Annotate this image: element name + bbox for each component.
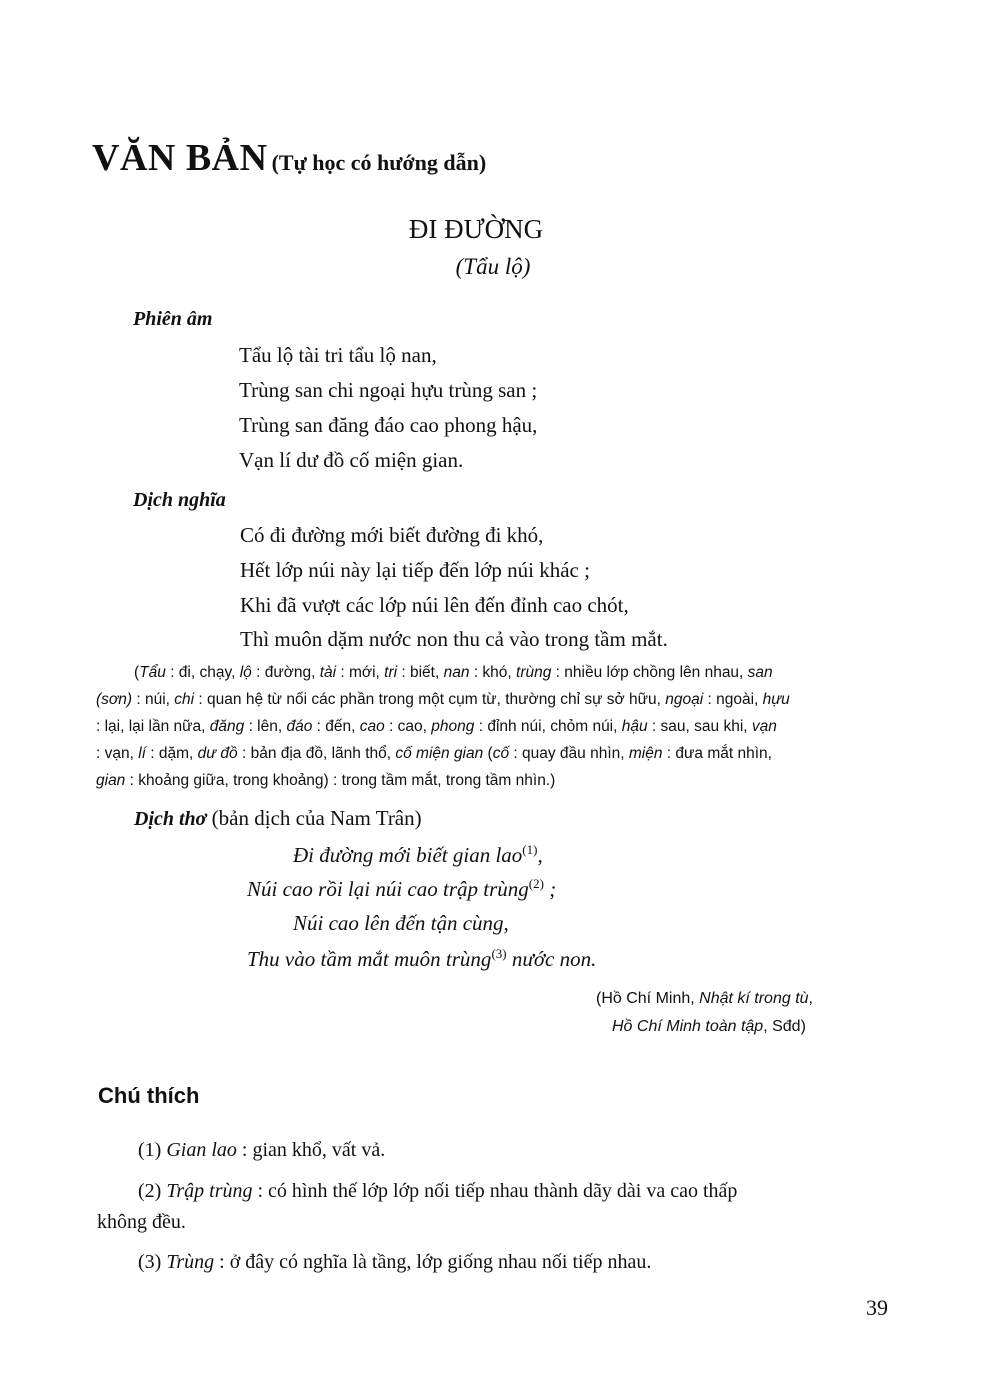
footnote-2: (2) Trập trùng : có hình thế lớp lớp nối tiếp nhau thành dãy dài va cao thấp (138, 1180, 738, 1202)
dich-nghia-line: Có đi đường mới biết đường đi khó, (240, 523, 544, 547)
poem-title: ĐI ĐƯỜNG (408, 214, 544, 244)
dich-nghia-label: Dịch nghĩa (133, 489, 226, 511)
footnote-2-continued: không đều. (97, 1211, 186, 1233)
footnote-3: (3) Trùng : ở đây có nghĩa là tầng, lớp giống nhau nối tiếp nhau. (138, 1251, 652, 1273)
phien-am-line: Trùng san đăng đáo cao phong hậu, (239, 413, 538, 437)
dich-tho-line: Thu vào tầm mắt muôn trùng$^{(3)}$ nước non. (247, 946, 597, 971)
gloss-line: : lại, lại lần nữa, đăng : lên, đáo : đến, cao : cao, phong : đỉnh núi, chỏm núi, hậu : sau, sau khi, vạn (96, 718, 777, 735)
gloss-line: (Tẩu : đi, chạy, lộ : đường, tài : mới, tri : biết, nan : khó, trùng : nhiều lớp chồng lên nhau, san (134, 664, 773, 681)
footnote-1: (1) Gian lao : gian khổ, vất vả. (138, 1139, 386, 1161)
phien-am-label: Phiên âm (133, 308, 213, 330)
phien-am-line: Vạn lí dư đồ cố miện gian. (239, 448, 464, 472)
dich-tho-line: Núi cao rồi lại núi cao trập trùng$^{(2)}$ ; (247, 876, 557, 901)
section-heading-sub: (Tự học có hướng dẫn) (271, 150, 487, 175)
phien-am-line: Tẩu lộ tài tri tẩu lộ nan, (239, 343, 437, 367)
section-heading (92, 136, 486, 180)
dich-nghia-line: Thì muôn dặm nước non thu cả vào trong tầm mắt. (240, 627, 668, 651)
notes-title: Chú thích (98, 1083, 200, 1108)
section-heading-main: VĂN BẢN (92, 137, 268, 179)
phien-am-line: Trùng san chi ngoại hựu trùng san ; (239, 378, 538, 402)
dich-tho-heading (134, 806, 422, 831)
dich-tho-by: (bản dịch của Nam Trân) (206, 806, 422, 830)
dich-nghia-line: Hết lớp núi này lại tiếp đến lớp núi khác ; (240, 558, 590, 582)
dich-tho-line: Đi đường mới biết gian lao$^{(1)}$, (293, 842, 543, 867)
dich-tho-line: Núi cao lên đến tận cùng, (293, 911, 509, 935)
gloss-line: gian : khoảng giữa, trong khoảng) : trong tầm mắt, trong tầm nhìn.) (96, 772, 556, 789)
poem-subtitle: (Tẩu lộ) (455, 254, 531, 279)
citation-line: (Hồ Chí Minh, Nhật kí trong tù, (596, 990, 813, 1007)
dich-tho-label: Dịch thơ (134, 808, 207, 830)
gloss-line: (sơn) : núi, chi : quan hệ từ nối các phần trong một cụm từ, thường chỉ sự sở hữu, ngoại : ngoài, hựu (96, 691, 790, 708)
dich-nghia-line: Khi đã vượt các lớp núi lên đến đỉnh cao chót, (240, 593, 629, 617)
page-number: 39 (866, 1295, 888, 1320)
citation-line: Hồ Chí Minh toàn tập, Sđd) (612, 1018, 806, 1035)
gloss-line: : vạn, lí : dặm, dư đồ : bản địa đồ, lãnh thổ, cố miện gian (cố : quay đầu nhìn, miện : đưa mắt nhìn, (96, 745, 772, 762)
